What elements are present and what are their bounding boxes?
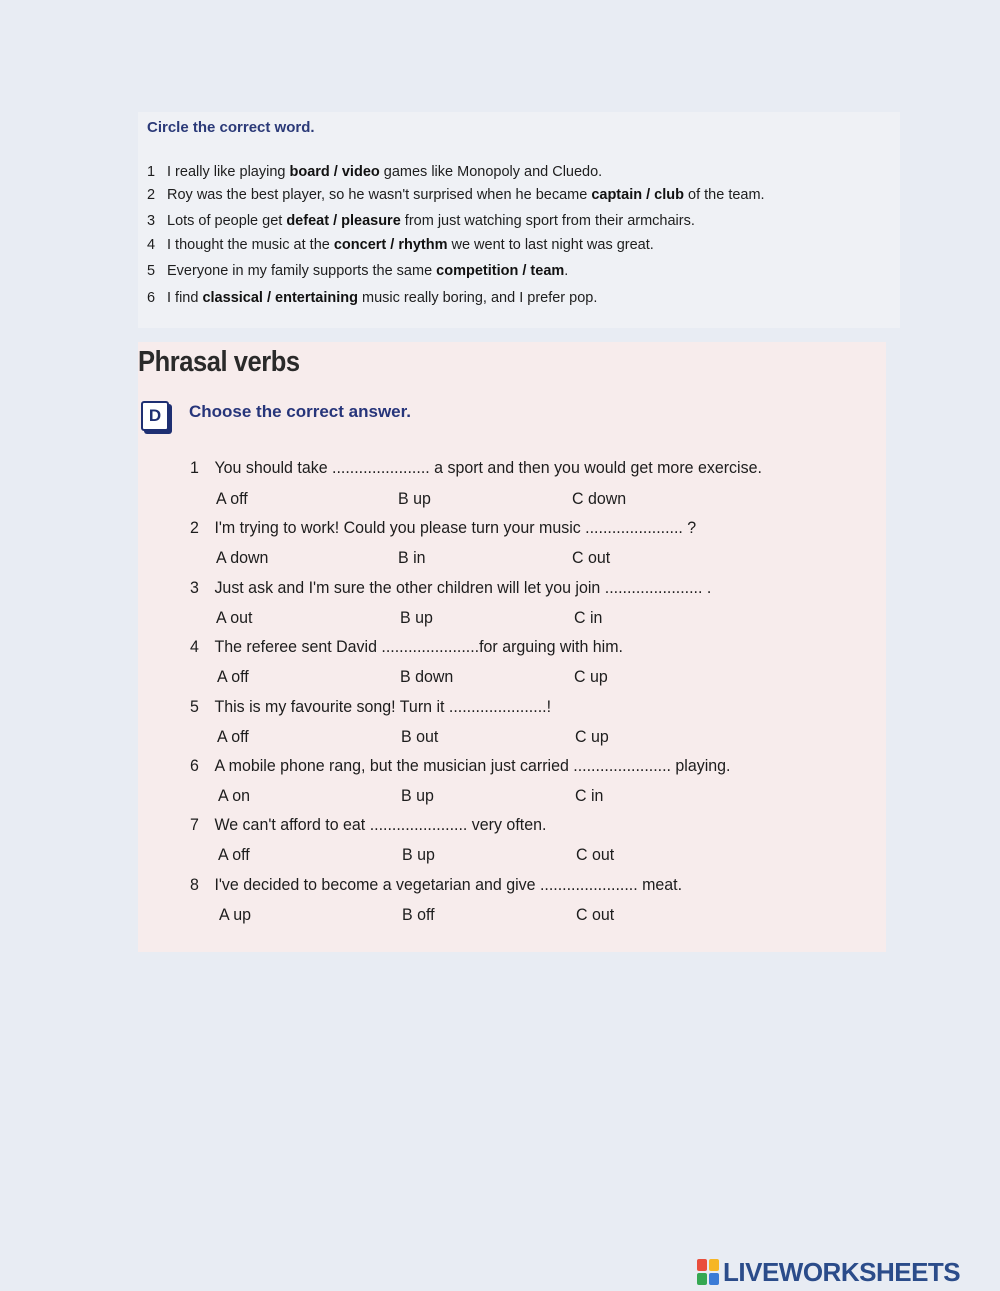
option-c[interactable]: C out bbox=[576, 905, 615, 924]
option-a[interactable]: A off bbox=[218, 845, 250, 864]
question-line: 6 A mobile phone rang, but the musician just carried ...................... playing. bbox=[190, 756, 731, 775]
logo-block bbox=[709, 1273, 719, 1285]
option-b[interactable]: B out bbox=[401, 727, 439, 746]
logo-block bbox=[709, 1259, 719, 1271]
option-c[interactable]: C up bbox=[574, 667, 608, 686]
logo-block bbox=[697, 1273, 707, 1285]
circle-item: 6 I find classical / entertaining music really boring, and I prefer pop. bbox=[147, 290, 598, 306]
option-b[interactable]: B in bbox=[398, 548, 426, 567]
circle-item: 2 Roy was the best player, so he wasn't surprised when he became captain / club of the team. bbox=[147, 187, 765, 203]
circle-item: 1 I really like playing board / video games like Monopoly and Cluedo. bbox=[147, 164, 603, 180]
phrasal-verbs-heading: Phrasal verbs bbox=[138, 346, 300, 378]
option-a[interactable]: A down bbox=[216, 548, 269, 567]
logo-block bbox=[697, 1259, 707, 1271]
option-b[interactable]: B up bbox=[402, 845, 435, 864]
word-choice[interactable]: board / video bbox=[289, 164, 380, 180]
question-line: 2 I'm trying to work! Could you please turn your music ...................... ? bbox=[190, 518, 697, 537]
option-a[interactable]: A out bbox=[216, 608, 253, 627]
word-choice[interactable]: captain / club bbox=[591, 187, 684, 203]
question-line: 3 Just ask and I'm sure the other children will let you join ...................... . bbox=[190, 578, 712, 597]
option-b[interactable]: B off bbox=[402, 905, 435, 924]
option-a[interactable]: A up bbox=[219, 905, 252, 924]
exercise-badge: D bbox=[141, 401, 169, 431]
option-a[interactable]: A off bbox=[217, 667, 249, 686]
option-c[interactable]: C out bbox=[576, 845, 615, 864]
circle-section-title: Circle the correct word. bbox=[147, 119, 315, 136]
option-b[interactable]: B up bbox=[401, 786, 434, 805]
question-line: 7 We can't afford to eat ...................... very often. bbox=[190, 815, 547, 834]
question-line: 4 The referee sent David ......................for arguing with him. bbox=[190, 637, 623, 656]
option-a[interactable]: A off bbox=[217, 727, 249, 746]
question-line: 5 This is my favourite song! Turn it ......................! bbox=[190, 697, 552, 716]
option-c[interactable]: C in bbox=[575, 786, 604, 805]
exercise-instruction: Choose the correct answer. bbox=[189, 402, 412, 421]
option-c[interactable]: C up bbox=[575, 727, 609, 746]
option-a[interactable]: A off bbox=[216, 489, 248, 508]
question-line: 1 You should take ...................... a sport and then you would get more exercise. bbox=[190, 458, 762, 477]
option-c[interactable]: C out bbox=[572, 548, 611, 567]
question-line: 8 I've decided to become a vegetarian and give ...................... meat. bbox=[190, 875, 683, 894]
option-a[interactable]: A on bbox=[218, 786, 251, 805]
option-c[interactable]: C down bbox=[572, 489, 627, 508]
option-b[interactable]: B up bbox=[400, 608, 433, 627]
circle-item: 3 Lots of people get defeat / pleasure from just watching sport from their armchairs. bbox=[147, 213, 695, 229]
word-choice[interactable]: defeat / pleasure bbox=[286, 213, 401, 229]
word-choice[interactable]: competition / team bbox=[436, 263, 565, 279]
option-c[interactable]: C in bbox=[574, 608, 603, 627]
word-choice[interactable]: classical / entertaining bbox=[202, 290, 359, 306]
option-b[interactable]: B up bbox=[398, 489, 431, 508]
word-choice[interactable]: concert / rhythm bbox=[333, 237, 448, 253]
liveworksheets-logo bbox=[697, 1256, 960, 1288]
logo-blocks-icon bbox=[697, 1259, 719, 1285]
logo-text: LIVEWORKSHEETS bbox=[723, 1256, 961, 1287]
circle-item: 5 Everyone in my family supports the same competition / team. bbox=[147, 263, 569, 279]
option-b[interactable]: B down bbox=[400, 667, 454, 686]
circle-item: 4 I thought the music at the concert / rhythm we went to last night was great. bbox=[147, 237, 654, 253]
